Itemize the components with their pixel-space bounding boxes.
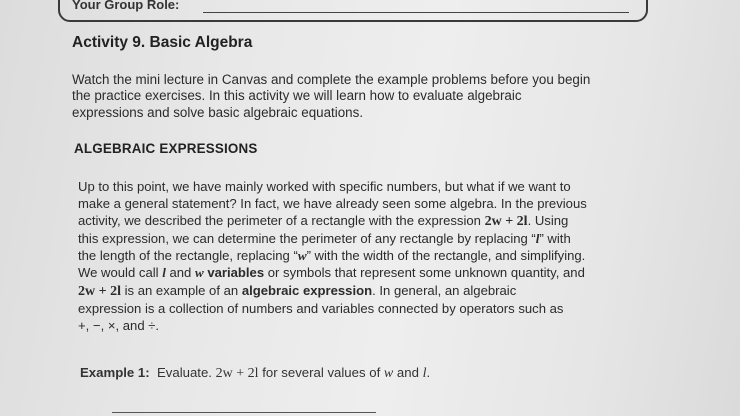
section-heading: ALGEBRAIC EXPRESSIONS	[74, 141, 258, 156]
term-algebraic-expression: algebraic expression	[241, 282, 373, 298]
example-text: Evaluate.	[156, 365, 212, 380]
example-variable-l: l	[422, 366, 427, 381]
para-line-4	[78, 230, 678, 247]
para-text: the length of the rectangle, replacing “	[78, 248, 298, 264]
answer-line	[112, 412, 376, 413]
variable-w: w	[297, 248, 307, 264]
example-variable-w: w	[383, 366, 394, 381]
perimeter-expression: 2w + 2l	[78, 283, 121, 299]
para-text: activity, we described the perimeter of a rectangle with the expression	[78, 213, 481, 229]
example-label: Example 1:	[80, 365, 150, 380]
perimeter-expression: 2w + 2l	[484, 214, 528, 230]
group-role-label: Your Group Role:	[72, 0, 180, 12]
algebraic-expressions-paragraph	[78, 178, 678, 334]
para-line-5	[78, 247, 678, 264]
group-role-blank-line	[203, 12, 629, 13]
para-text: . Using	[527, 213, 569, 229]
activity-title: Activity 9. Basic Algebra	[72, 34, 253, 51]
para-line-3	[78, 212, 678, 230]
para-text: ” with	[539, 231, 571, 247]
intro-paragraph	[72, 72, 682, 121]
para-text: and	[169, 265, 192, 281]
para-text: or symbols that represent some unknown quantity, and	[267, 265, 585, 281]
para-line-9: +, −, ×, and ÷.	[78, 317, 160, 333]
example-1	[80, 365, 430, 382]
para-text: . In general, an algebraic	[372, 282, 517, 298]
para-text: is an example of an	[124, 282, 239, 298]
variable-w: w	[194, 265, 204, 281]
example-text: and	[396, 365, 419, 380]
para-text: We would call	[78, 265, 159, 281]
intro-line: Watch the mini lecture in Canvas and complete the example problems before you begin	[72, 72, 591, 87]
para-line-1: Up to this point, we have mainly worked with specific numbers, but what if we want to	[78, 179, 571, 194]
para-line-2: make a general statement? In fact, we have already seen some algebra. In the previous	[78, 196, 587, 212]
example-text: for several values of	[262, 365, 381, 380]
variable-l: l	[162, 265, 166, 281]
para-line-7	[78, 282, 678, 300]
para-line-8: expression is a collection of numbers and variables connected by operators such as	[78, 300, 564, 316]
example-expression: 2w + 2l	[215, 366, 259, 381]
para-line-6	[78, 264, 678, 281]
variable-l: l	[535, 231, 540, 247]
intro-line: the practice exercises. In this activity we will learn how to evaluate algebraic	[72, 88, 522, 104]
example-text: .	[426, 365, 431, 380]
intro-line: expressions and solve basic algebraic equations.	[72, 104, 364, 120]
para-text: ” with the width of the rectangle, and simplifying.	[306, 248, 586, 264]
para-text: this expression, we can determine the perimeter of any rectangle by replacing “	[78, 231, 536, 247]
term-variables: variables	[207, 265, 265, 281]
